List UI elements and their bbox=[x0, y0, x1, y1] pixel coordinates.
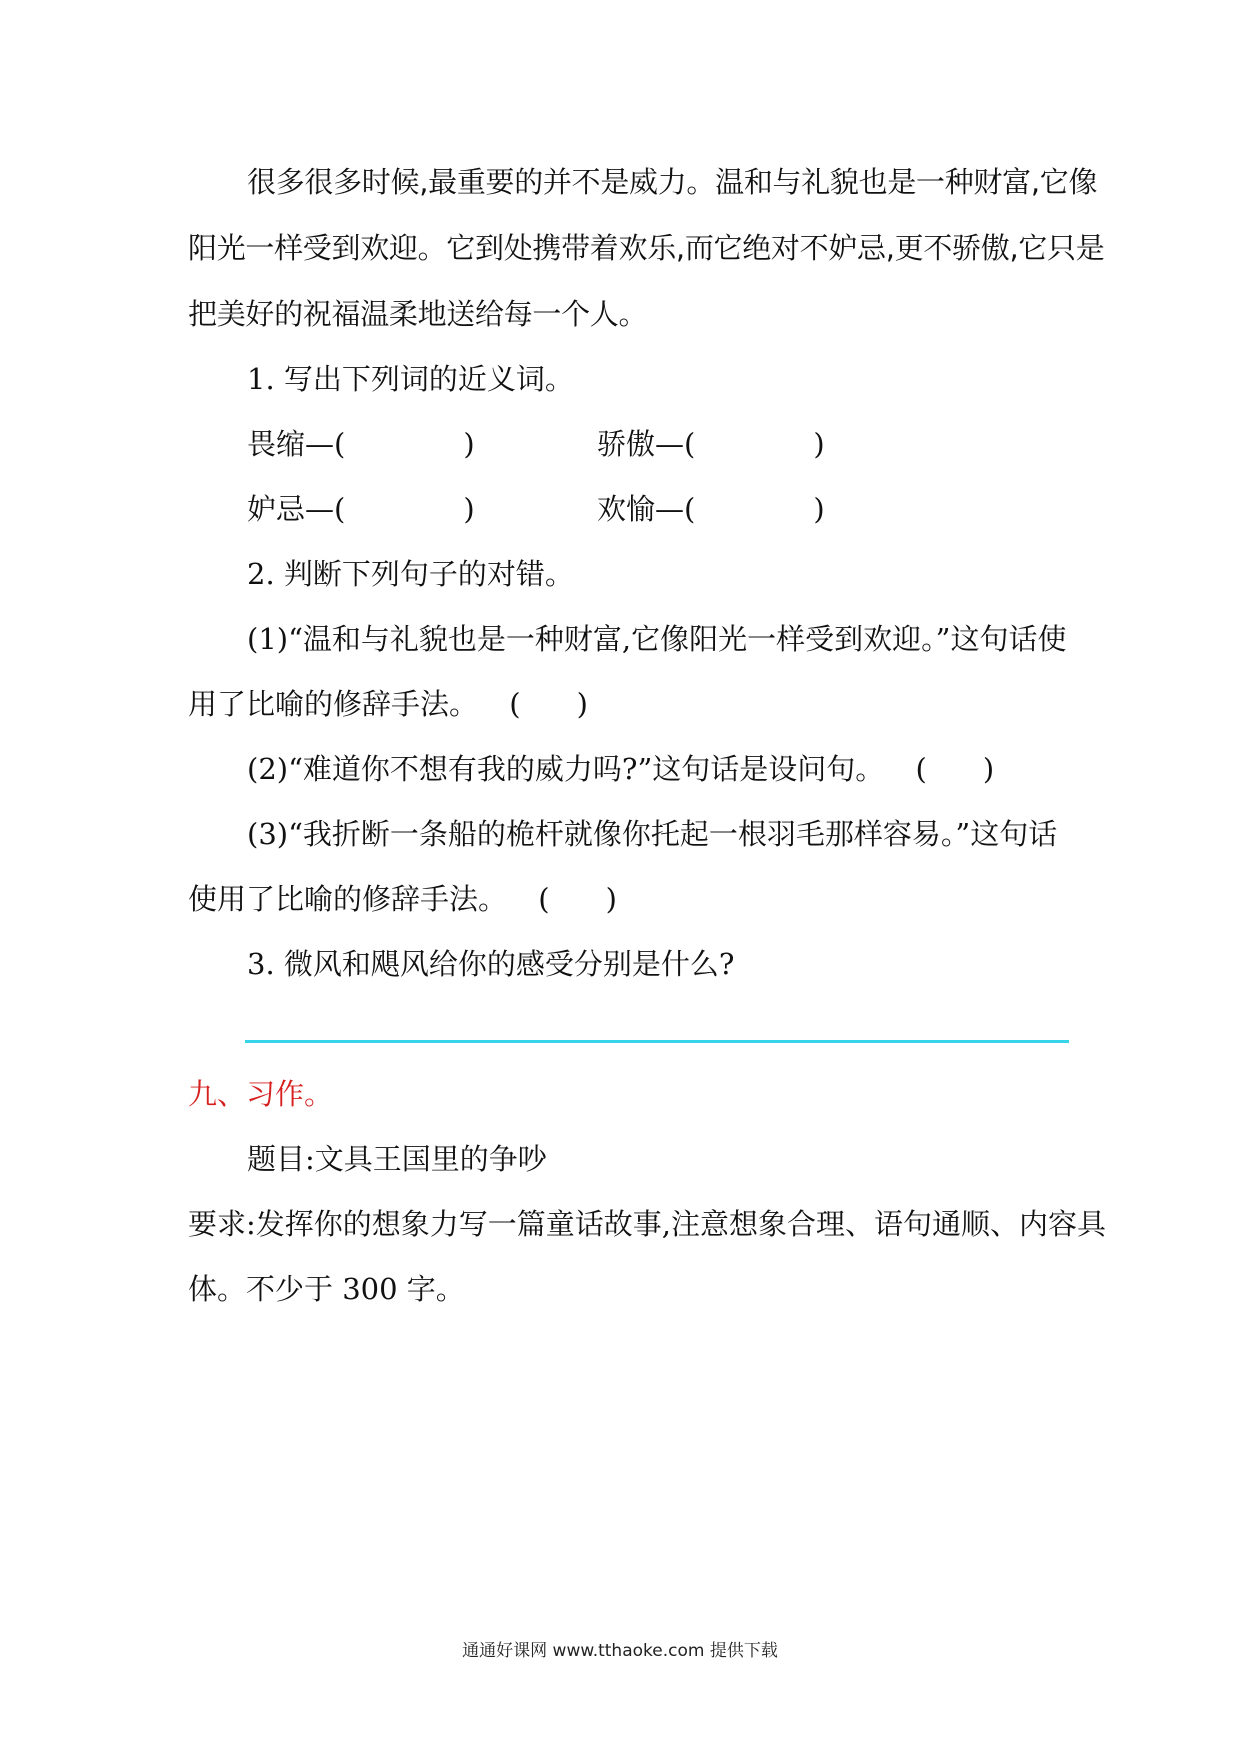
q2-sentence-2-close-paren: ) bbox=[982, 752, 995, 786]
passage-line-2: 阳光一样受到欢迎。它到处携带着欢乐,而它绝对不妒忌,更不骄傲,它只是 bbox=[188, 231, 1105, 265]
section-9-heading: 九、习作。 bbox=[188, 1077, 334, 1111]
section-9-requirement-line-2: 体。不少于 300 字。 bbox=[188, 1272, 465, 1306]
q2-sentence-1-close-paren: ) bbox=[576, 687, 588, 721]
q1-item-2 bbox=[597, 424, 825, 464]
q1-item-2-close: ) bbox=[813, 427, 825, 461]
q2-sentence-2-text: (2)“难道你不想有我的威力吗?”这句话是设问句。 bbox=[247, 752, 885, 786]
q2-sentence-1-line-1: (1)“温和与礼貌也是一种财富,它像阳光一样受到欢迎。”这句话使 bbox=[247, 622, 1067, 656]
q1-item-4 bbox=[597, 489, 825, 529]
q2-sentence-1-line-2 bbox=[188, 684, 588, 724]
q3-answer-line[interactable] bbox=[245, 1040, 1069, 1043]
passage-line-3: 把美好的祝福温柔地送给每一个人。 bbox=[188, 297, 648, 331]
page-footer: 通通好课网 www.tthaoke.com 提供下载 bbox=[462, 1641, 778, 1661]
section-9-requirement-line-1: 要求:发挥你的想象力写一篇童话故事,注意想象合理、语句通顺、内容具 bbox=[188, 1207, 1106, 1241]
q2-sentence-3-line-1: (3)“我折断一条船的桅杆就像你托起一根羽毛那样容易。”这句话 bbox=[247, 817, 1058, 851]
q2-sentence-3-text: 使用了比喻的修辞手法。 bbox=[188, 882, 508, 916]
q2-sentence-1-open-paren: ( bbox=[509, 687, 521, 721]
section-9-topic: 题目:文具王国里的争吵 bbox=[247, 1142, 547, 1176]
q2-sentence-3-close-paren: ) bbox=[605, 882, 617, 916]
q3-prompt: 3. 微风和飓风给你的感受分别是什么? bbox=[247, 947, 735, 981]
q1-item-4-close: ) bbox=[813, 492, 825, 526]
q2-sentence-2-open-paren: ( bbox=[915, 752, 927, 786]
q2-sentence-2 bbox=[247, 749, 994, 789]
q1-item-4-word: 欢愉—( bbox=[597, 492, 696, 526]
q1-item-1-close: ) bbox=[463, 427, 475, 461]
q1-item-2-word: 骄傲—( bbox=[597, 427, 696, 461]
q1-prompt: 1. 写出下列词的近义词。 bbox=[247, 362, 574, 396]
q2-prompt: 2. 判断下列句子的对错。 bbox=[247, 557, 574, 591]
q1-item-3-close: ) bbox=[463, 492, 475, 526]
q1-item-1-word: 畏缩—( bbox=[247, 427, 346, 461]
passage-line-1: 很多很多时候,最重要的并不是威力。温和与礼貌也是一种财富,它像 bbox=[247, 165, 1098, 199]
q2-sentence-3-line-2 bbox=[188, 879, 617, 919]
q2-sentence-3-open-paren: ( bbox=[538, 882, 550, 916]
q1-item-1 bbox=[247, 424, 475, 464]
q1-item-3 bbox=[247, 489, 475, 529]
q2-sentence-1-text: 用了比喻的修辞手法。 bbox=[188, 687, 479, 721]
q1-item-3-word: 妒忌—( bbox=[247, 492, 346, 526]
